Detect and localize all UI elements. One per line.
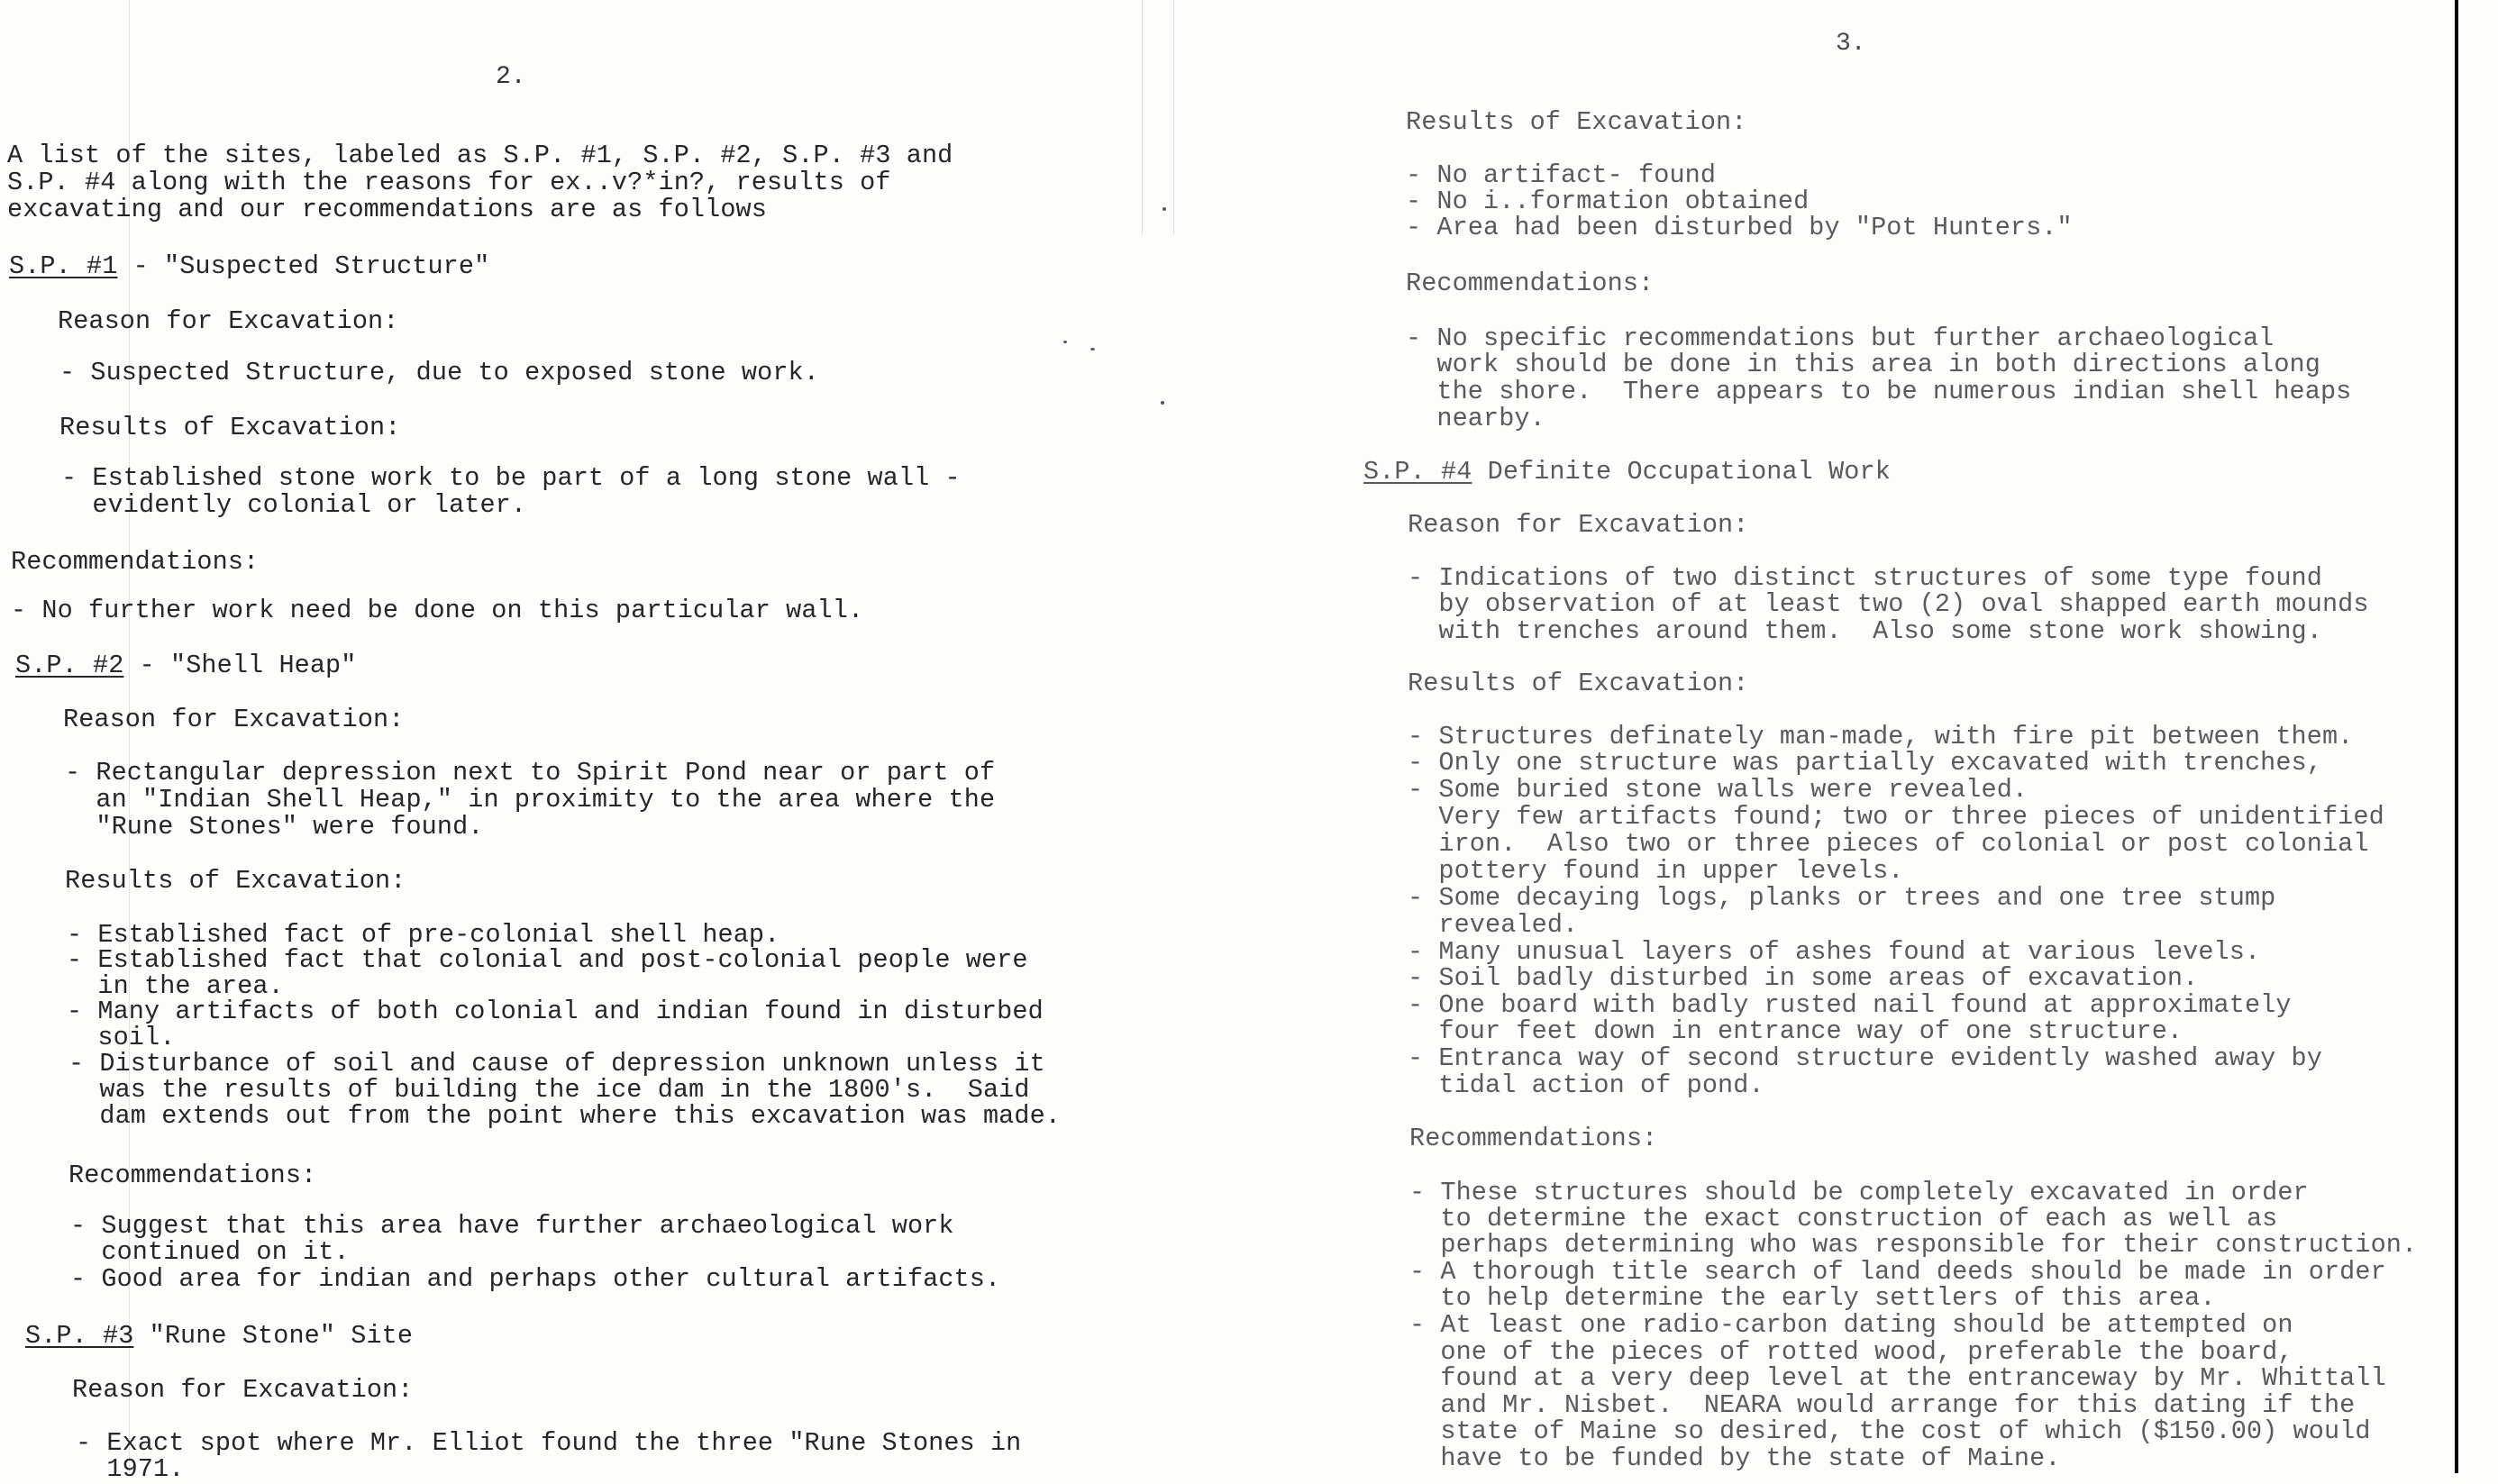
section-heading: Reason for Excavation: xyxy=(58,306,399,336)
bullet-line: - No i..formation obtained xyxy=(1406,187,1810,216)
bullet-line: - Area had been disturbed by "Pot Hunters." xyxy=(1406,213,2073,242)
bullet-line: - These structures should be completely excavated in order xyxy=(1409,1178,2309,1207)
bullet-line: - Some buried stone walls were revealed. xyxy=(1408,775,2028,805)
bullet-line: Very few artifacts found; two or three pieces of unidentified xyxy=(1408,802,2384,832)
bullet-line: - Many artifacts of both colonial and indian found in disturbed xyxy=(67,997,1044,1026)
bullet-line: pottery found in upper levels. xyxy=(1408,856,1904,886)
bullet-line: - Suspected Structure, due to exposed stone work. xyxy=(59,358,819,387)
bullet-line: - Soil badly disturbed in some areas of excavation. xyxy=(1408,963,2199,993)
bullet-line: - A thorough title search of land deeds should be made in order xyxy=(1409,1257,2386,1287)
bullet-line: soil. xyxy=(67,1023,176,1052)
bullet-line: one of the pieces of rotted wood, preferable the board, xyxy=(1409,1337,2293,1367)
scan-speck xyxy=(1161,401,1164,405)
section-heading: Results of Excavation: xyxy=(1406,107,1747,137)
bullet-line: four feet down in entrance way of one structure. xyxy=(1408,1016,2183,1046)
bullet-line: - Many unusual layers of ashes found at various levels. xyxy=(1408,937,2261,967)
bullet-line: nearby. xyxy=(1406,404,1545,433)
bullet-line: to determine the exact construction of each as well as xyxy=(1409,1204,2278,1234)
bullet-line: with trenches around them. Also some stone work showing. xyxy=(1408,616,2322,646)
site-label: S.P. #3 xyxy=(25,1321,134,1351)
bullet-line: an "Indian Shell Heap," in proximity to the area where the xyxy=(65,785,996,815)
section-heading: Reason for Excavation: xyxy=(63,705,405,734)
bullet-line: - No specific recommendations but further archaeological xyxy=(1406,323,2275,353)
bullet-line: revealed. xyxy=(1408,910,1579,940)
section-heading: Results of Excavation: xyxy=(65,866,406,896)
bullet-line: the shore. There appears to be numerous indian shell heaps xyxy=(1406,377,2352,406)
bullet-line: - Disturbance of soil and cause of depression unknown unless it xyxy=(68,1049,1045,1079)
page-number: 3. xyxy=(1836,30,1866,58)
section-heading: Recommendations: xyxy=(68,1161,317,1190)
bullet-line: - Good area for indian and perhaps other cultural artifacts. xyxy=(70,1264,1001,1294)
site-heading-sp2 xyxy=(15,652,356,679)
bullet-line: in the area. xyxy=(67,971,284,1001)
bullet-line: found at a very deep level at the entranceway by Mr. Whittall xyxy=(1409,1363,2386,1393)
bullet-line: - Exact spot where Mr. Elliot found the three "Rune Stones in xyxy=(76,1428,1022,1458)
page-3 xyxy=(1208,0,2498,1473)
bullet-line: have to be funded by the state of Maine. xyxy=(1409,1443,2061,1473)
bullet-line: - Some decaying logs, planks or trees and one tree stump xyxy=(1408,883,2276,913)
bullet-line: work should be done in this area in both directions along xyxy=(1406,350,2320,379)
page-2 xyxy=(0,0,1208,1484)
scan-speck xyxy=(1090,348,1095,351)
bullet-line: - Structures definately man-made, with fire pit between them. xyxy=(1408,722,2354,751)
site-title: - "Suspected Structure" xyxy=(117,251,490,281)
bullet-line: - Suggest that this area have further archaeological work xyxy=(70,1211,954,1241)
section-heading: Recommendations: xyxy=(1406,269,1655,298)
bullet-line: - At least one radio-carbon dating should be attempted on xyxy=(1409,1310,2293,1340)
bullet-line: dam extends out from the point where this excavation was made. xyxy=(68,1101,1061,1131)
bullet-line: - Established stone work to be part of a long stone wall - xyxy=(61,463,961,493)
site-title: - "Shell Heap" xyxy=(123,651,357,680)
bullet-line: was the results of building the ice dam in the 1800's. Said xyxy=(68,1075,1030,1105)
intro-line: S.P. #4 along with the reasons for ex..v?*in?, results of xyxy=(7,168,891,197)
bullet-line: - Indications of two distinct structures of some type found xyxy=(1408,563,2322,593)
section-heading: Recommendations: xyxy=(1409,1124,1658,1153)
section-heading: Reason for Excavation: xyxy=(1408,510,1749,540)
intro-line: excavating and our recommendations are as follows xyxy=(7,195,767,224)
site-label: S.P. #2 xyxy=(15,651,124,680)
bullet-line: evidently colonial or later. xyxy=(61,490,527,520)
section-heading: Reason for Excavation: xyxy=(72,1375,414,1405)
bullet-line: state of Maine so desired, the cost of which ($150.00) would xyxy=(1409,1416,2371,1446)
site-heading-sp3 xyxy=(25,1323,413,1350)
bullet-line: - One board with badly rusted nail found at approximately xyxy=(1408,990,2292,1020)
site-heading-sp4 xyxy=(1363,459,1891,486)
section-heading: Results of Excavation: xyxy=(1408,669,1749,698)
bullet-line: and Mr. Nisbet. NEARA would arrange for this dating if the xyxy=(1409,1390,2356,1420)
section-heading: Results of Excavation: xyxy=(59,413,401,442)
bullet-line: - Entranca way of second structure evidently washed away by xyxy=(1408,1043,2322,1073)
bullet-line: perhaps determining who was responsible for their construction. xyxy=(1409,1230,2418,1260)
bullet-line: - Only one structure was partially excavated with trenches, xyxy=(1408,748,2322,778)
bullet-line: 1971. xyxy=(76,1454,185,1484)
bullet-line: by observation of at least two (2) oval shapped earth mounds xyxy=(1408,589,2369,619)
bullet-line: - Rectangular depression next to Spirit Pond near or part of xyxy=(65,758,996,788)
bullet-line: - Established fact that colonial and post-colonial people were xyxy=(67,945,1028,975)
bullet-line: - No artifact- found xyxy=(1406,160,1717,190)
bullet-line: to help determine the early settlers of this area. xyxy=(1409,1283,2216,1313)
site-label: S.P. #1 xyxy=(9,251,118,281)
scan-border-line xyxy=(2455,0,2458,1473)
gutter-line xyxy=(1142,0,1143,234)
site-title: Definite Occupational Work xyxy=(1472,457,1891,487)
bullet-line: continued on it. xyxy=(70,1237,350,1267)
site-title: "Rune Stone" Site xyxy=(133,1321,414,1351)
bullet-line: - No further work need be done on this particular wall. xyxy=(11,596,864,625)
gutter-line xyxy=(1173,0,1174,234)
page-number: 2. xyxy=(496,63,526,91)
scan-speck xyxy=(1063,341,1067,343)
bullet-line: iron. Also two or three pieces of colonial or post colonial xyxy=(1408,829,2369,859)
site-label: S.P. #4 xyxy=(1363,457,1472,487)
scan-speck xyxy=(1162,207,1166,211)
site-heading-sp1 xyxy=(9,253,489,280)
intro-line: A list of the sites, labeled as S.P. #1, S.P. #2, S.P. #3 and xyxy=(7,141,953,170)
bullet-line: - Established fact of pre-colonial shell heap. xyxy=(67,920,780,950)
bullet-line: "Rune Stones" were found. xyxy=(65,812,484,842)
section-heading: Recommendations: xyxy=(11,547,260,577)
bullet-line: tidal action of pond. xyxy=(1408,1070,1764,1100)
